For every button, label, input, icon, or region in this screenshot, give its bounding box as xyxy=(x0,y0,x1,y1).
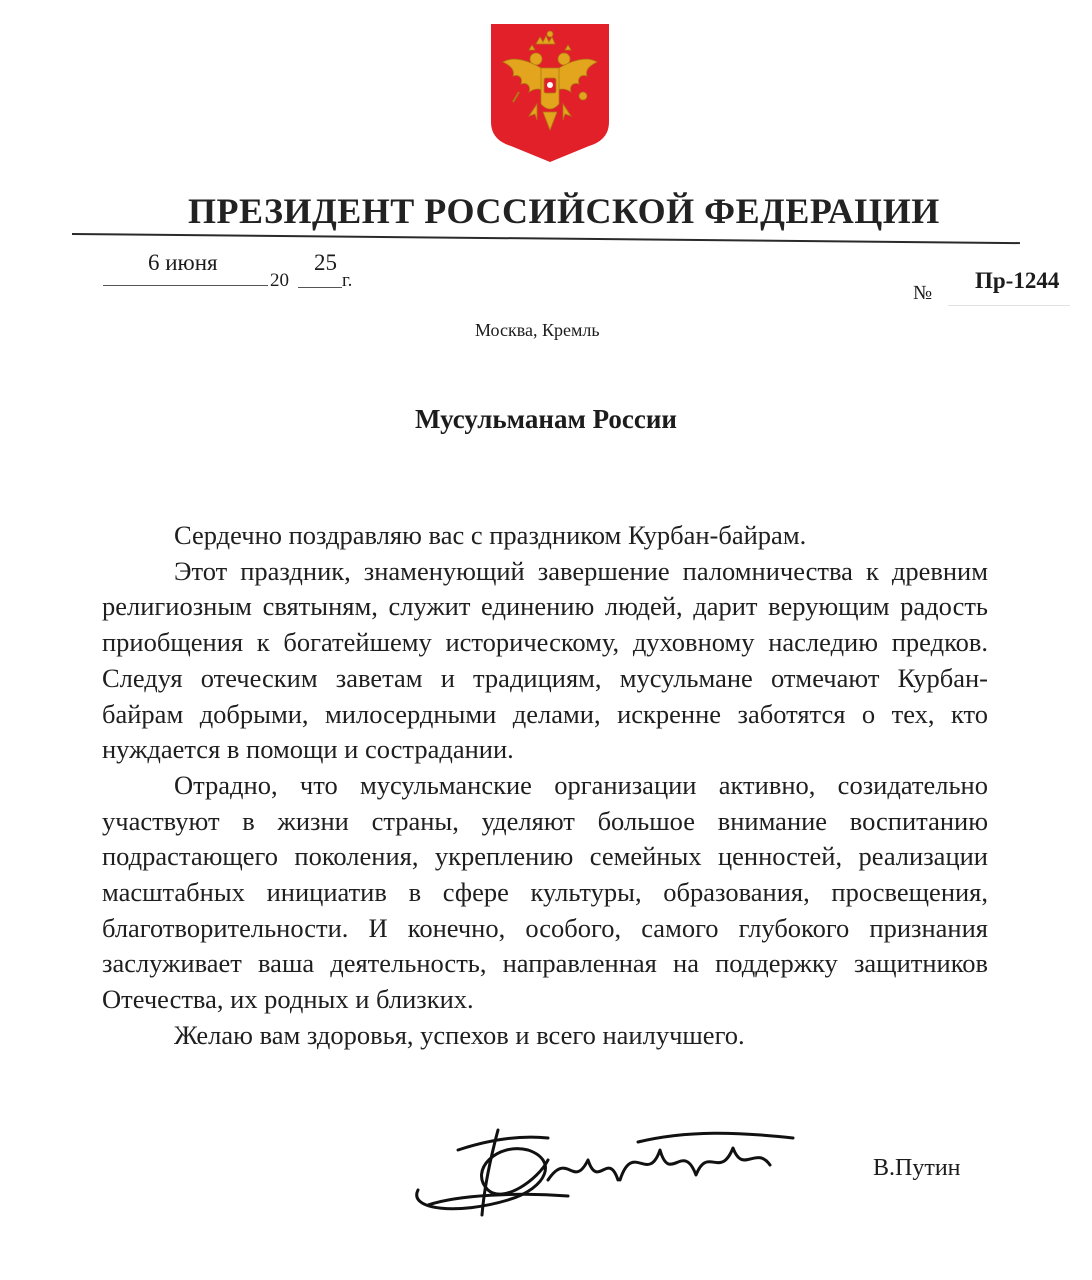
date-year: 25 xyxy=(314,250,337,275)
date-century: 20 xyxy=(270,270,289,291)
signer-name: В.Путин xyxy=(873,1155,961,1181)
paragraph: Отрадно, что мусульманские организации активно, созидательно участвуют в жизни страны, уделяют большое внимание воспитанию подрастающего поколения, укреплению семейных ценностей, реализации масштабных инициатив в сфере культуры, образования, просвещения, благотворительности. И конечно, особого, самого глубокого признания заслуживает ваша деятельность, направленная на поддержку защитников Отечества, их родных и близких. xyxy=(102,769,988,1015)
document-number: Пр-1244 xyxy=(975,268,1060,293)
russian-coat-of-arms-icon xyxy=(489,22,611,164)
paragraph: Сердечно поздравляю вас с праздником Курбан-байрам. xyxy=(174,520,807,550)
date-suffix: г. xyxy=(342,270,353,291)
date-underline xyxy=(103,285,268,286)
handwritten-signature xyxy=(398,1120,808,1220)
letter-body xyxy=(102,518,988,1054)
number-underline xyxy=(948,305,1070,306)
org-title: ПРЕЗИДЕНТ РОССИЙСКОЙ ФЕДЕРАЦИИ xyxy=(188,191,940,231)
paragraph: Этот праздник, знаменующий завершение паломничества к древним религиозным святыням, служит единению людей, дарит верующим радость приобщения к богатейшему историческому, духовному наследию предков. Следуя отеческим заветам и традициям, мусульмане отмечают Курбан-байрам добрыми, милосердными делами, искренне заботятся о тех, кто нуждается в помощи и сострадании. xyxy=(102,555,988,765)
place-of-issue: Москва, Кремль xyxy=(475,320,600,340)
letter-heading: Мусульманам России xyxy=(415,404,677,434)
number-sign: № xyxy=(913,282,933,304)
header-divider xyxy=(72,233,1020,244)
paragraph: Желаю вам здоровья, успехов и всего наилучшего. xyxy=(174,1019,745,1050)
year-underline xyxy=(298,287,342,288)
date-day-month: 6 июня xyxy=(148,250,218,275)
